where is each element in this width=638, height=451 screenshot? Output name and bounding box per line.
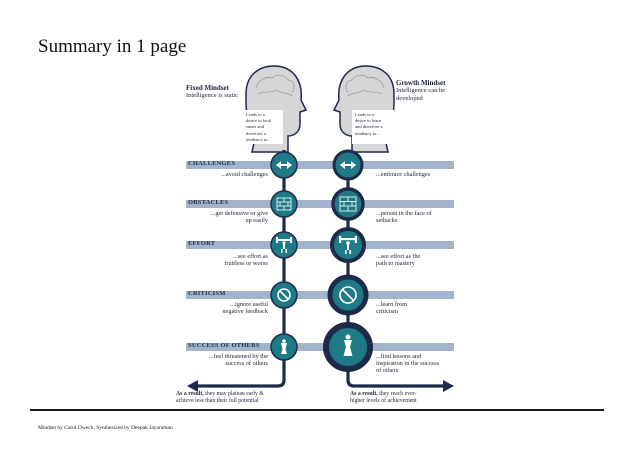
fixed-desc-challenges <box>221 171 268 178</box>
growth-desc-line: setbacks <box>376 217 398 225</box>
fixed-desc-line: ...get defensive or give <box>210 210 268 217</box>
fixed-bubble-text <box>246 112 271 143</box>
growth-circle-obstacles <box>333 189 363 219</box>
growth-result <box>350 391 417 404</box>
growth-desc-line: of others <box>376 367 399 375</box>
growth-bubble-line: Leads to a <box>355 112 374 117</box>
growth-result-bold: As a result, <box>350 391 378 397</box>
growth-result-line-1 <box>350 391 417 398</box>
growth-bubble-line: tendency to... <box>355 130 380 136</box>
growth-bubble-text <box>355 112 383 137</box>
fixed-desc-line: ...see effort as <box>232 253 268 260</box>
fixed-bubble-line: smart and <box>246 124 264 130</box>
row-label-success-of-others: SUCCESS OF OTHERS <box>188 342 260 349</box>
growth-desc-success <box>376 353 439 375</box>
growth-desc-line: ...embrace challenges <box>376 171 431 178</box>
fixed-result-text: they may plateau early & <box>203 391 264 397</box>
growth-desc-line: path to mastery <box>376 260 415 268</box>
fixed-desc-line: ...avoid challenges <box>221 171 268 178</box>
row-label-obstacles: OBSTACLES <box>188 199 229 206</box>
fixed-desc-effort <box>224 253 268 267</box>
growth-mindset-subtitle-1: Intelligence can be <box>396 87 446 94</box>
growth-arrow-head <box>443 380 454 392</box>
fixed-result <box>176 391 264 404</box>
fixed-desc-success <box>209 353 268 367</box>
growth-desc-effort <box>376 253 420 267</box>
fixed-desc-line: ...ignore useful <box>230 301 268 308</box>
growth-desc-criticism <box>376 301 407 315</box>
row-bar-effort <box>186 241 454 249</box>
growth-bubble-line: and therefore a <box>355 124 383 130</box>
page-title: Summary in 1 page <box>38 36 187 57</box>
growth-desc-line: ...learn from <box>376 301 408 308</box>
footer-divider <box>30 409 604 411</box>
fixed-desc-line: success of others <box>225 360 268 368</box>
fixed-desc-line: fruitless or worse <box>224 260 268 268</box>
row-bar-criticism <box>186 291 454 299</box>
growth-mindset-subtitle-2: developed <box>396 95 423 102</box>
growth-desc-line: criticism <box>376 308 399 316</box>
growth-result-text: they reach ever- <box>377 391 417 397</box>
fixed-bubble-line: desire to look <box>246 118 272 124</box>
footer-credit: Mindset by Carol Dweck. Synthesized by Deepak Jayaraman <box>38 425 173 431</box>
growth-desc-obstacles <box>376 210 432 224</box>
fixed-circle-obstacles <box>271 191 297 217</box>
growth-desc-challenges <box>376 171 430 178</box>
row-label-criticism: CRITICISM <box>188 290 226 297</box>
growth-mindset-heading: Growth Mindset <box>396 79 446 87</box>
fixed-desc-line: up easily <box>245 217 268 225</box>
fixed-bubble-line: Leads to a <box>246 112 265 117</box>
fixed-result-line-2: achieve less than their full potential <box>176 397 259 404</box>
fixed-desc-line: negative feedback <box>222 308 268 316</box>
fixed-bubble-line: tendency to... <box>246 136 271 142</box>
growth-desc-line: ...see effort as the <box>376 253 421 260</box>
fixed-mindset-subtitle: Intelligence is static <box>186 92 238 99</box>
growth-bubble-line: desire to learn <box>355 118 382 124</box>
growth-desc-line: ...find lessons and <box>376 353 422 360</box>
row-label-challenges: CHALLENGES <box>188 160 236 167</box>
fixed-mindset-heading: Fixed Mindset <box>186 84 229 92</box>
growth-result-line-2: higher levels of achievement <box>350 397 417 404</box>
row-label-effort: EFFORT <box>188 240 216 247</box>
fixed-desc-obstacles <box>211 210 268 224</box>
growth-desc-line: inspiration in the success <box>376 360 440 368</box>
fixed-desc-criticism <box>222 301 268 315</box>
fixed-result-line-1 <box>176 391 264 398</box>
fixed-desc-line: ...feel threatened by the <box>208 353 268 360</box>
fixed-result-bold: As a result, <box>176 391 204 397</box>
growth-desc-line: ...persist in the face of <box>376 210 432 217</box>
fixed-bubble-line: therefore a <box>246 130 266 136</box>
